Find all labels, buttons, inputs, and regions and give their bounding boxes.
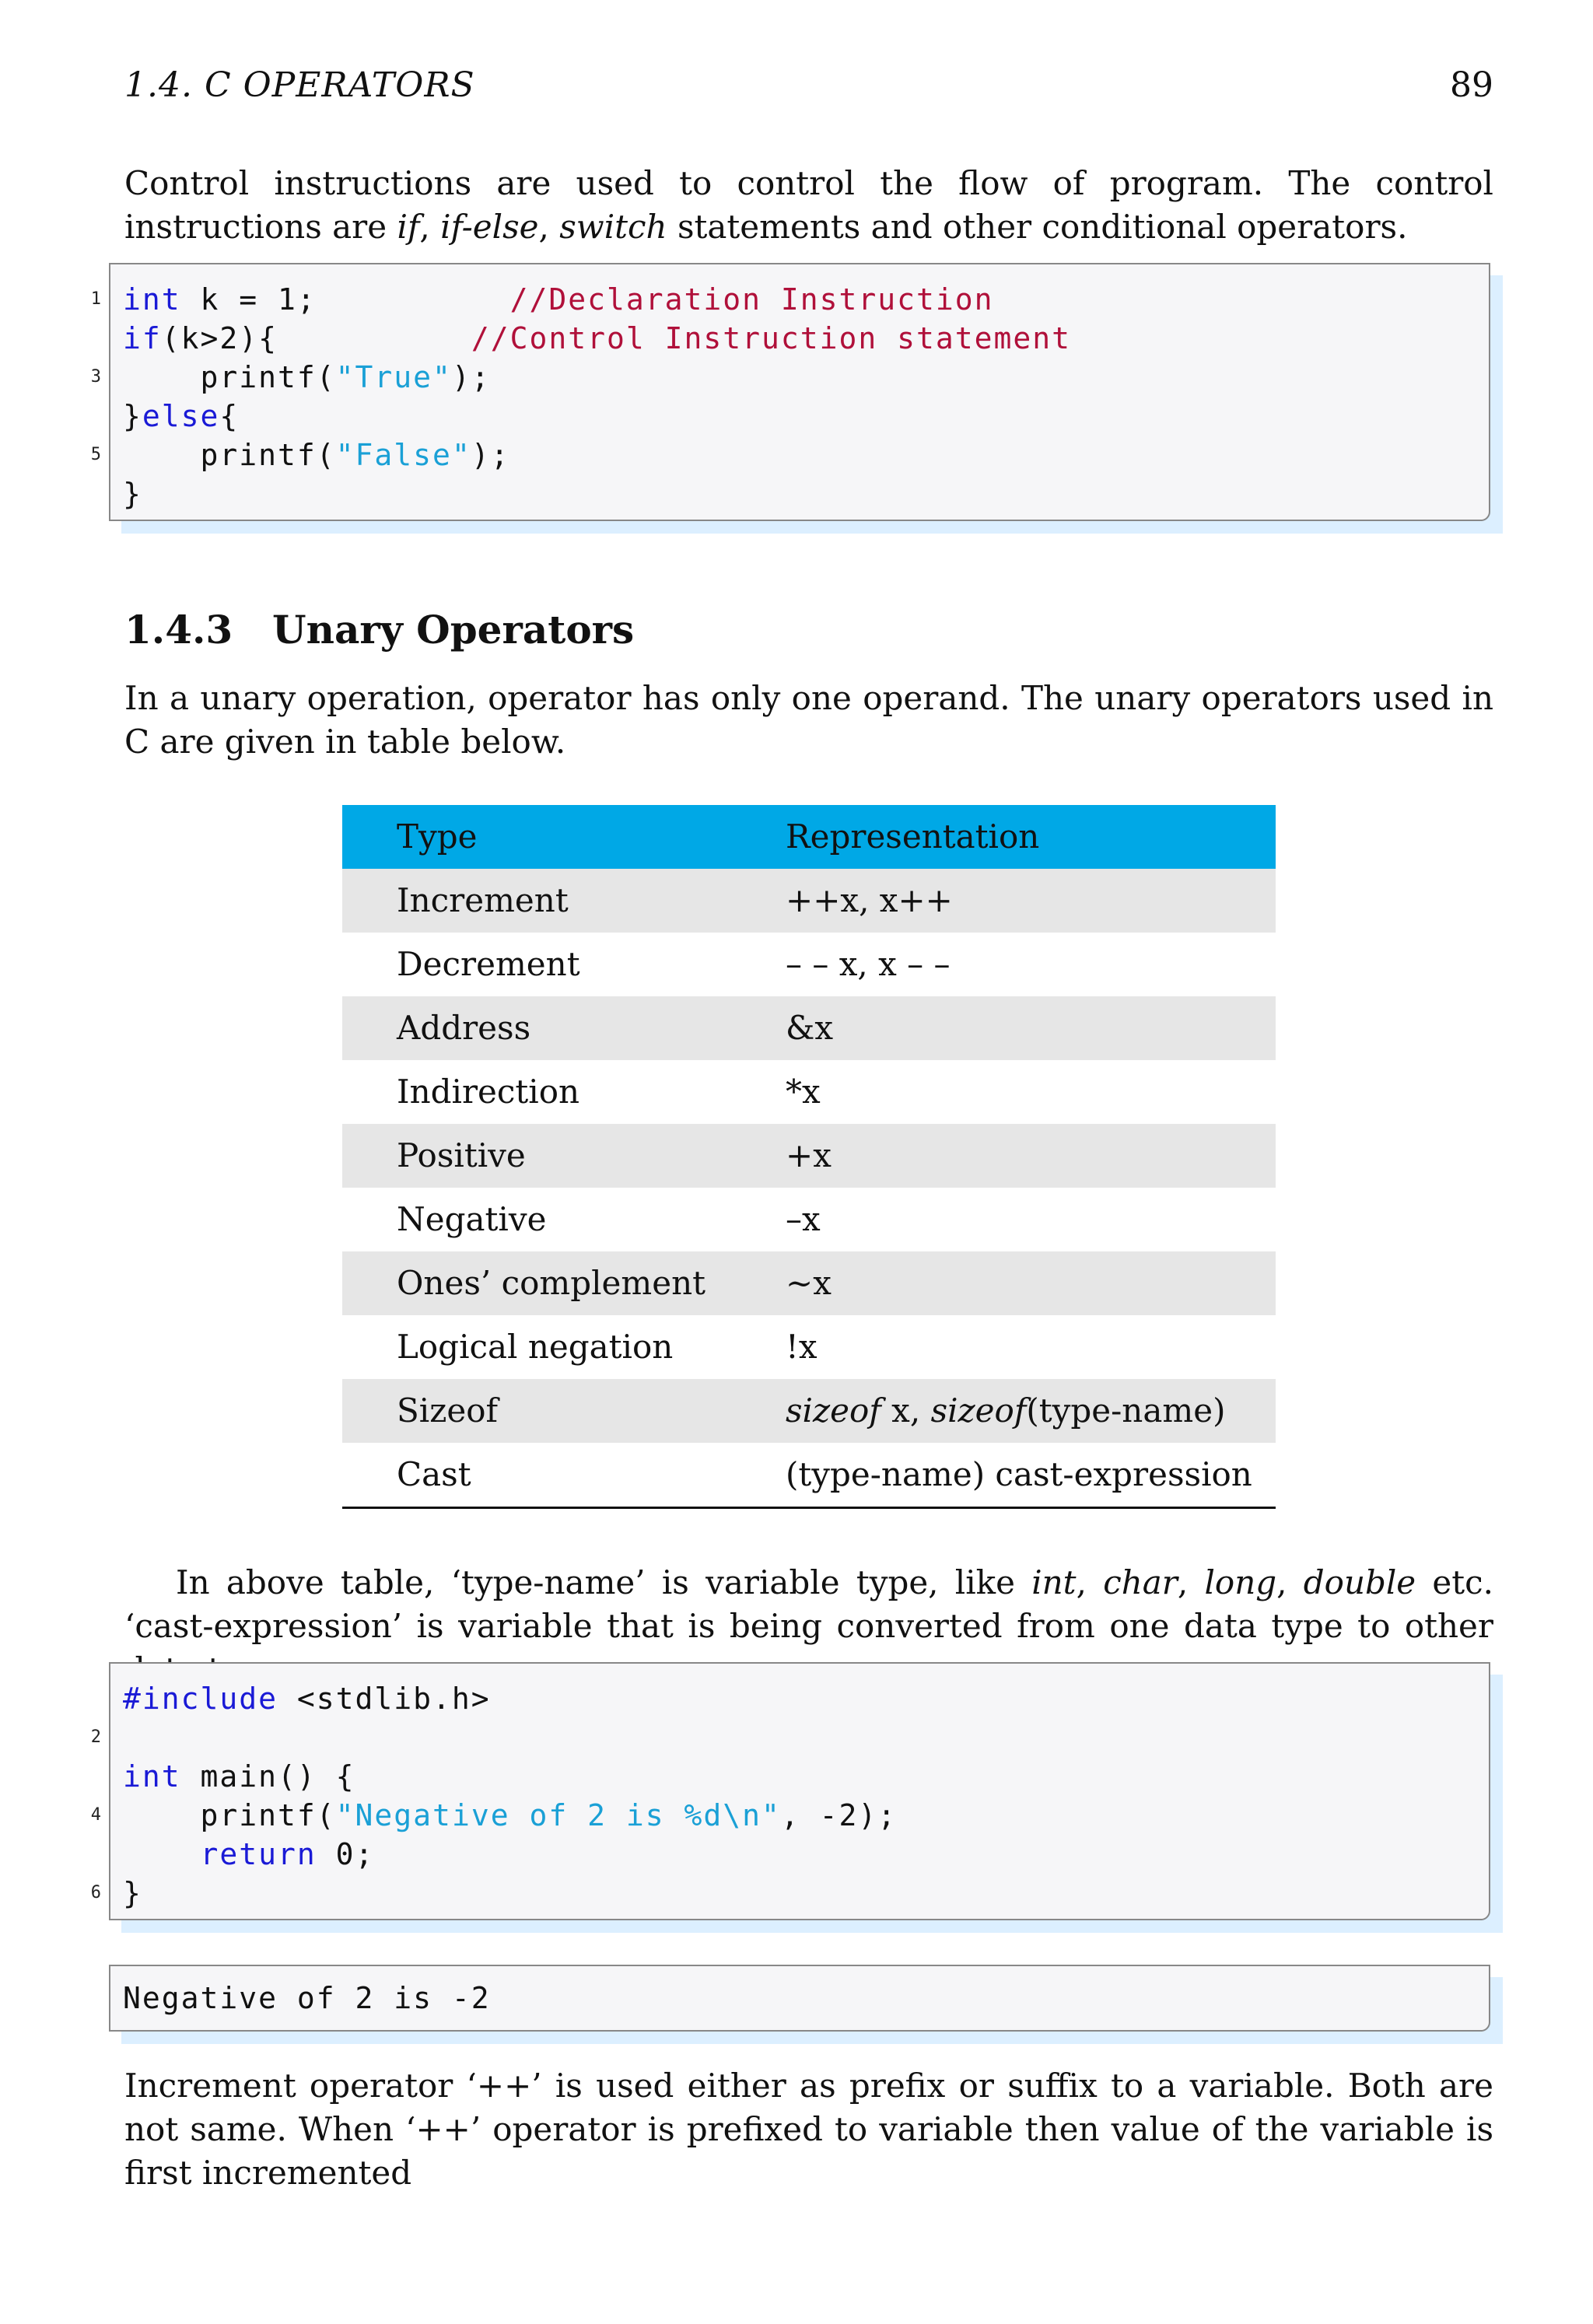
code-line: if(k>2){ //Control Instruction statement <box>123 321 1072 355</box>
table-row: Negative –x <box>397 1200 821 1238</box>
column-header-type: Type <box>342 805 731 869</box>
code-line: int main() { <box>123 1759 355 1794</box>
program-output-box <box>109 1965 1490 2032</box>
listing-lines <box>109 1979 1490 2018</box>
column-header-representation: Representation <box>731 805 1276 869</box>
type-name-paragraph: In above table, ‘type-name’ is variable type, like int, char, long, double etc. ‘cast-expression’ is variable that is being converted from one data type to other <box>124 1563 1494 1645</box>
table-row: Address &x <box>342 996 1276 1060</box>
code-line: 2 <box>90 1727 101 1747</box>
table-row: Increment ++x, x++ <box>342 869 1276 933</box>
table-row: Decrement – – x, x – – <box>397 945 951 983</box>
table-row: Sizeof sizeof x, sizeof(type-name) <box>342 1379 1276 1443</box>
output-line: Negative of 2 is -2 <box>123 1981 491 2015</box>
code-line: 3 printf("True"); <box>90 360 491 394</box>
listing-lines <box>90 280 1490 513</box>
running-header <box>124 64 1493 107</box>
table-row: Indirection *x <box>397 1073 821 1111</box>
code-line: 6 } <box>90 1876 142 1910</box>
table-row: Ones’ complement ∼x <box>342 1251 1276 1315</box>
page-number: 89 <box>1450 65 1493 105</box>
code-line: #include <stdlib.h> <box>123 1682 491 1716</box>
table-header-row <box>342 805 1276 869</box>
table-row: Logical negation !x <box>397 1328 818 1366</box>
section-label: 1.4. C OPERATORS <box>124 65 475 105</box>
unary-operators-table <box>342 805 1276 1509</box>
code-line: } <box>123 477 142 511</box>
intro-paragraph: Control instructions are used to control the flow of program. The control instructions are if, if-else, switch statements and other conditional operators. <box>124 164 1493 246</box>
listing-lines <box>90 1679 1490 1913</box>
code-line: }else{ <box>123 399 240 433</box>
code-line: 5 printf("False"); <box>90 438 510 472</box>
code-listing-negative <box>90 1662 1490 1920</box>
unary-intro-paragraph: In a unary operation, operator has only one operand. The unary operators used in C are given in table below. <box>124 679 1493 761</box>
section-heading: 1.4.3 Unary Operators <box>124 607 635 653</box>
code-listing-control <box>90 263 1490 521</box>
code-line: return 0; <box>200 1837 375 1871</box>
table-row: Cast (type-name) cast-expression <box>397 1455 1252 1493</box>
code-line: 1 int k = 1; //Declaration Instruction <box>90 282 994 317</box>
increment-paragraph: Increment operator ‘++’ is used either as prefix or suffix to a variable. Both are not same. When ‘++’ operator is prefixed to variable then value of the variable is first incremented <box>124 2067 1493 2192</box>
code-line: 4 printf("Negative of 2 is %d\n", -2); <box>90 1798 898 1832</box>
table-row: Positive +x <box>342 1124 1276 1188</box>
